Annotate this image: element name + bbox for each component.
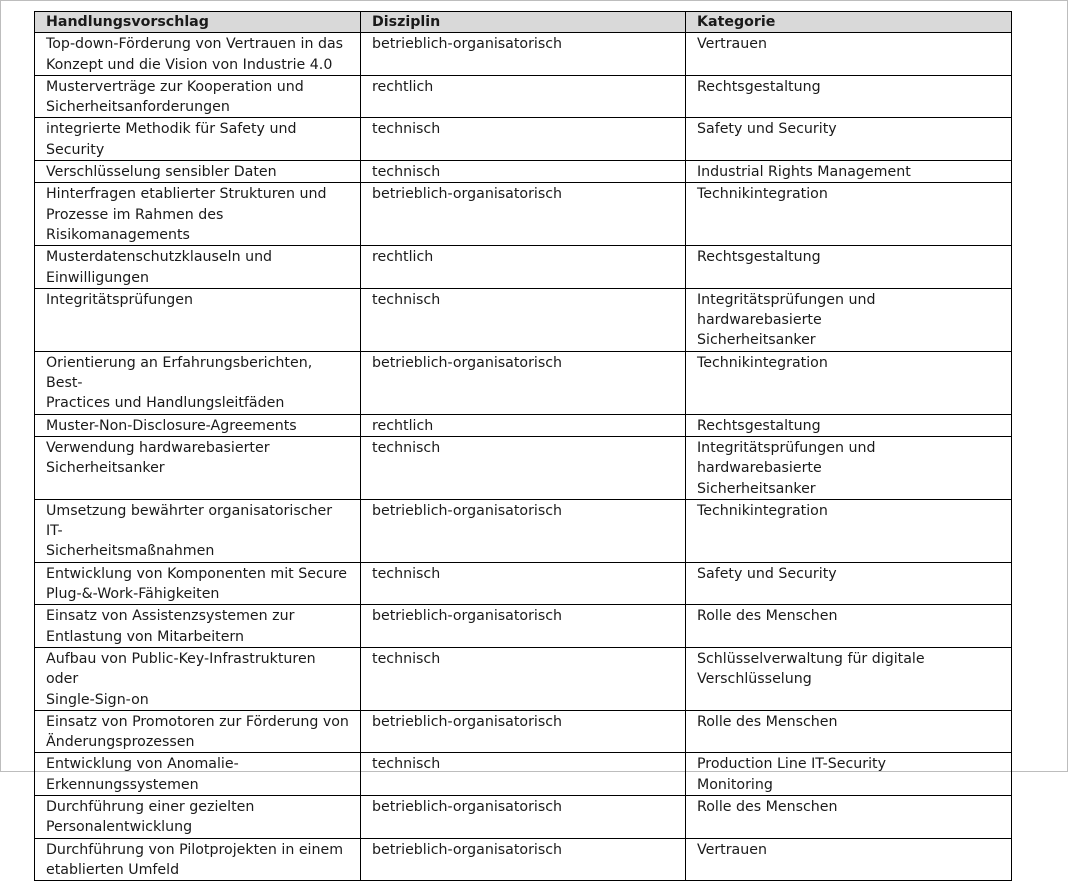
cell-kategorie: Safety und Security: [686, 118, 1012, 161]
table-row: [35, 75, 1012, 118]
cell-kategorie: Vertrauen: [686, 838, 1012, 881]
cell-kategorie: Rolle des Menschen: [686, 605, 1012, 648]
cell-kategorie: Rechtsgestaltung: [686, 75, 1012, 118]
header-kategorie: Kategorie: [686, 12, 1012, 33]
table-row: [35, 288, 1012, 351]
cell-kategorie: Safety und Security: [686, 562, 1012, 605]
table-row: [35, 351, 1012, 414]
table-row: [35, 647, 1012, 710]
table-row: [35, 436, 1012, 499]
cell-kategorie: Vertrauen: [686, 33, 1012, 76]
table-row: [35, 246, 1012, 289]
cell-disziplin: rechtlich: [361, 246, 686, 289]
cell-kategorie: Technikintegration: [686, 183, 1012, 246]
cell-handlungsvorschlag: Verschlüsselung sensibler Daten: [35, 161, 361, 183]
cell-handlungsvorschlag: Muster-Non-Disclosure-Agreements: [35, 414, 361, 436]
table-row: [35, 710, 1012, 753]
header-handlungsvorschlag: Handlungsvorschlag: [35, 12, 361, 33]
cell-handlungsvorschlag: Musterdatenschutzklauseln und Einwilligungen: [35, 246, 361, 289]
cell-kategorie: Rechtsgestaltung: [686, 414, 1012, 436]
cell-disziplin: betrieblich-organisatorisch: [361, 795, 686, 838]
cell-kategorie: Technikintegration: [686, 499, 1012, 562]
cell-kategorie: Production Line IT-Security Monitoring: [686, 753, 1012, 796]
table-row: [35, 414, 1012, 436]
table-row: [35, 161, 1012, 183]
cell-disziplin: technisch: [361, 562, 686, 605]
cell-kategorie: Rolle des Menschen: [686, 710, 1012, 753]
cell-disziplin: technisch: [361, 118, 686, 161]
cell-kategorie: Industrial Rights Management: [686, 161, 1012, 183]
cell-disziplin: technisch: [361, 647, 686, 710]
table-body: [35, 33, 1012, 881]
table-row: [35, 183, 1012, 246]
cell-kategorie: Integritätsprüfungen und hardwarebasierte Sicherheitsanker: [686, 288, 1012, 351]
table-row: [35, 605, 1012, 648]
header-disziplin: Disziplin: [361, 12, 686, 33]
table-row: [35, 838, 1012, 881]
cell-disziplin: betrieblich-organisatorisch: [361, 710, 686, 753]
cell-disziplin: technisch: [361, 436, 686, 499]
cell-disziplin: betrieblich-organisatorisch: [361, 499, 686, 562]
table-header-row: [35, 12, 1012, 33]
table-row: [35, 118, 1012, 161]
cell-disziplin: betrieblich-organisatorisch: [361, 183, 686, 246]
cell-disziplin: technisch: [361, 161, 686, 183]
table-row: [35, 499, 1012, 562]
cell-kategorie: Technikintegration: [686, 351, 1012, 414]
cell-handlungsvorschlag: Entwicklung von Anomalie- Erkennungssystemen: [35, 753, 361, 796]
cell-handlungsvorschlag: Top-down-Förderung von Vertrauen in das Konzept und die Vision von Industrie 4.0: [35, 33, 361, 76]
cell-kategorie: Schlüsselverwaltung für digitale Verschlüsselung: [686, 647, 1012, 710]
cell-handlungsvorschlag: Orientierung an Erfahrungsberichten, Best- Practices und Handlungsleitfäden: [35, 351, 361, 414]
cell-disziplin: technisch: [361, 288, 686, 351]
cell-disziplin: betrieblich-organisatorisch: [361, 605, 686, 648]
cell-handlungsvorschlag: Umsetzung bewährter organisatorischer IT- Sicherheitsmaßnahmen: [35, 499, 361, 562]
table-row: [35, 753, 1012, 796]
cell-kategorie: Rechtsgestaltung: [686, 246, 1012, 289]
cell-handlungsvorschlag: Verwendung hardwarebasierter Sicherheitsanker: [35, 436, 361, 499]
cell-handlungsvorschlag: Einsatz von Assistenzsystemen zur Entlastung von Mitarbeitern: [35, 605, 361, 648]
cell-disziplin: betrieblich-organisatorisch: [361, 838, 686, 881]
cell-handlungsvorschlag: Durchführung von Pilotprojekten in einem etablierten Umfeld: [35, 838, 361, 881]
cell-disziplin: technisch: [361, 753, 686, 796]
cell-handlungsvorschlag: Aufbau von Public-Key-Infrastrukturen oder Single-Sign-on: [35, 647, 361, 710]
cell-handlungsvorschlag: Musterverträge zur Kooperation und Sicherheitsanforderungen: [35, 75, 361, 118]
cell-disziplin: rechtlich: [361, 75, 686, 118]
cell-handlungsvorschlag: Durchführung einer gezielten Personalentwicklung: [35, 795, 361, 838]
cell-handlungsvorschlag: Einsatz von Promotoren zur Förderung von Änderungsprozessen: [35, 710, 361, 753]
cell-handlungsvorschlag: Hinterfragen etablierter Strukturen und Prozesse im Rahmen des Risikomanagements: [35, 183, 361, 246]
recommendations-table: [34, 11, 1012, 881]
table-row: [35, 795, 1012, 838]
table-row: [35, 562, 1012, 605]
cell-handlungsvorschlag: Integritätsprüfungen: [35, 288, 361, 351]
cell-disziplin: betrieblich-organisatorisch: [361, 351, 686, 414]
cell-disziplin: rechtlich: [361, 414, 686, 436]
cell-handlungsvorschlag: integrierte Methodik für Safety und Security: [35, 118, 361, 161]
cell-kategorie: Integritätsprüfungen und hardwarebasierte Sicherheitsanker: [686, 436, 1012, 499]
cell-disziplin: betrieblich-organisatorisch: [361, 33, 686, 76]
cell-kategorie: Rolle des Menschen: [686, 795, 1012, 838]
table-row: [35, 33, 1012, 76]
cell-handlungsvorschlag: Entwicklung von Komponenten mit Secure Plug-&-Work-Fähigkeiten: [35, 562, 361, 605]
